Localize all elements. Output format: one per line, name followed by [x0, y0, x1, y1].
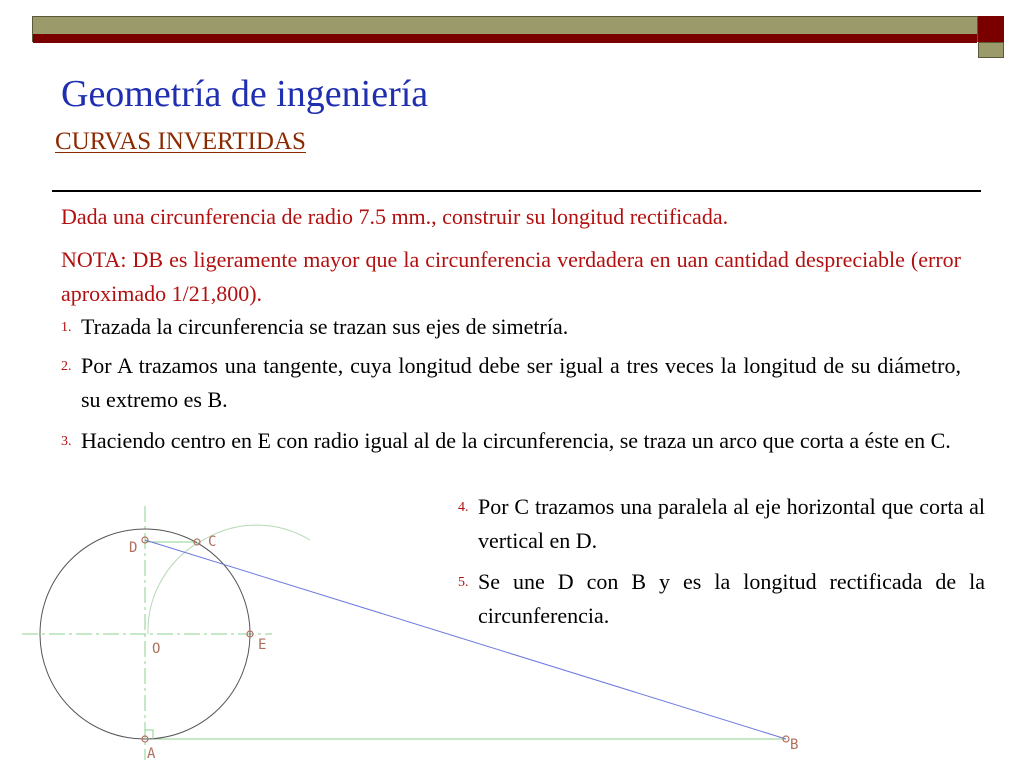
step-number: 4.	[458, 500, 469, 515]
step-text: Haciendo centro en E con radio igual al de la circunferencia, se traza un arco que corta a éste en C.	[81, 428, 951, 453]
step-number: 1.	[61, 320, 72, 335]
step-text: Por C trazamos una paralela al eje horizontal que corta al vertical en D.	[478, 494, 985, 553]
label-b: B	[790, 737, 799, 753]
step-text: Trazada la circunferencia se trazan sus ejes de simetría.	[81, 314, 569, 339]
step-number: 2.	[61, 359, 72, 374]
label-c: C	[208, 534, 217, 550]
label-o: O	[152, 641, 161, 657]
intro-paragraph: Dada una circunferencia de radio 7.5 mm., construir su longitud rectificada.	[61, 204, 729, 229]
step-text: Se une D con B y es la longitud rectificada de la circunferencia.	[478, 569, 985, 628]
construction-figure	[0, 490, 840, 768]
step-item-3	[61, 424, 961, 458]
header-decor-bar	[32, 16, 978, 42]
step-text: Por A trazamos una tangente, cuya longitud debe ser igual a tres veces la longitud de su diámetro, su extremo es B.	[81, 353, 961, 412]
step-number: 3.	[61, 434, 72, 449]
label-d: D	[129, 540, 138, 556]
label-e: E	[258, 637, 267, 653]
step-item-2	[61, 349, 961, 417]
corner-decor-box	[978, 16, 1004, 42]
corner-decor-box-small	[978, 42, 1004, 58]
label-a: A	[147, 746, 156, 762]
divider-rule	[52, 190, 981, 192]
section-subtitle: CURVAS INVERTIDAS	[55, 128, 306, 155]
arc-from-e	[148, 525, 310, 634]
header-decor-stripe	[33, 34, 977, 43]
step-number: 5.	[458, 575, 469, 590]
page-title: Geometría de ingeniería	[61, 73, 429, 115]
step-item-1	[61, 310, 961, 344]
nota-paragraph: NOTA: DB es ligeramente mayor que la circunferencia verdadera en uan cantidad despreciable (error aproximado 1/21,800).	[61, 247, 961, 306]
right-angle-mark	[145, 730, 153, 739]
line-db	[145, 540, 786, 739]
